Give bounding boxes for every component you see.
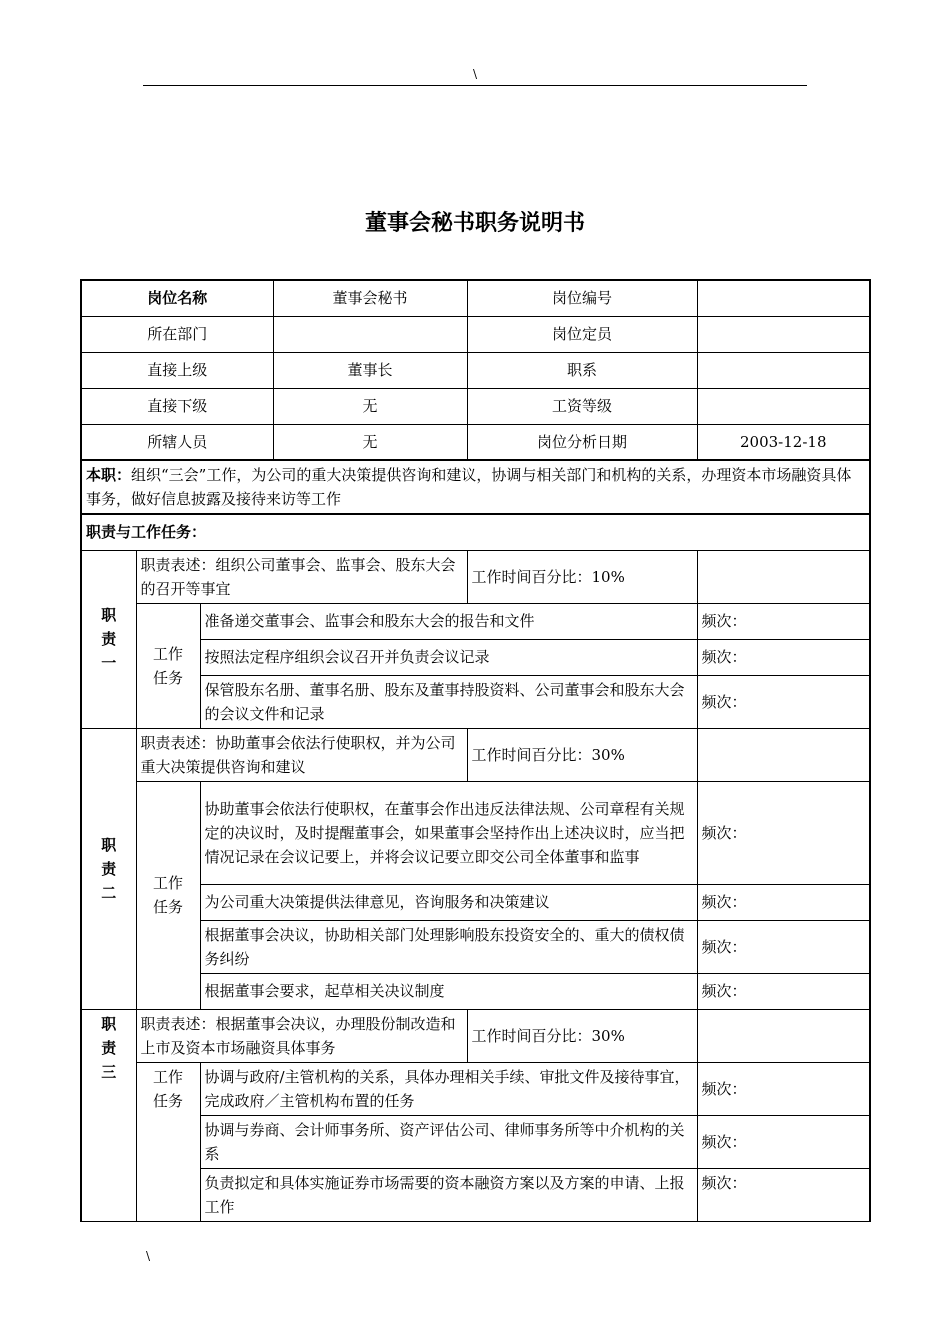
duty-label: 本职： [86, 466, 132, 484]
task-text: 协调与券商、会计师事务所、资产评估公司、律师事务所等中介机构的关系 [200, 1115, 697, 1168]
header-rule [143, 85, 807, 86]
info-value [697, 316, 870, 352]
info-row [81, 352, 870, 388]
task-row [81, 639, 870, 675]
task-frequency: 频次： [697, 781, 870, 884]
info-label: 直接上级 [81, 352, 273, 388]
task-label: 工作 任务 [136, 603, 200, 728]
task-row [81, 920, 870, 973]
info-label: 直接下级 [81, 388, 273, 424]
task-frequency: 频次： [697, 1115, 870, 1168]
document-title: 董事会秘书职务说明书 [364, 211, 585, 236]
info-value [697, 352, 870, 388]
task-text: 准备递交董事会、监事会和股东大会的报告和文件 [200, 603, 697, 639]
info-value: 董事会秘书 [273, 280, 467, 316]
time-percentage: 工作时间百分比：10% [467, 550, 697, 603]
info-row [81, 280, 870, 316]
task-text: 根据董事会决议，协助相关部门处理影响股东投资安全的、重大的债权债务纠纷 [200, 920, 697, 973]
time-percentage: 工作时间百分比：30% [467, 1009, 697, 1062]
duty-row [81, 460, 870, 514]
tasks-header: 职责与工作任务： [81, 514, 870, 550]
info-value [273, 316, 467, 352]
task-row [81, 1168, 870, 1221]
task-row [81, 1115, 870, 1168]
task-frequency: 频次： [697, 973, 870, 1009]
responsibility-statement-row [81, 550, 870, 603]
info-label: 所在部门 [81, 316, 273, 352]
info-row [81, 424, 870, 460]
task-frequency: 频次： [697, 884, 870, 920]
footer-mark: \ [146, 1249, 151, 1263]
duty-summary [81, 460, 870, 514]
responsibility-statement-row [81, 728, 870, 781]
responsibility-statement-row [81, 1009, 870, 1062]
task-text: 协调与政府/主管机构的关系，具体办理相关手续、审批文件及接待事宜，完成政府／主管机构布置的任务 [200, 1062, 697, 1115]
info-value [697, 280, 870, 316]
task-frequency: 频次： [697, 1062, 870, 1115]
task-frequency: 频次： [697, 603, 870, 639]
responsibility-statement: 职责表述：协助董事会依法行使职权，并为公司重大决策提供咨询和建议 [136, 728, 467, 781]
task-text: 按照法定程序组织会议召开并负责会议记录 [200, 639, 697, 675]
info-label: 所辖人员 [81, 424, 273, 460]
responsibility-label: 职 责 二 [81, 728, 136, 1009]
task-text: 负责拟定和具体实施证券市场需要的资本融资方案以及方案的申请、上报工作 [200, 1168, 697, 1221]
task-row [81, 603, 870, 639]
task-text: 为公司重大决策提供法律意见，咨询服务和决策建议 [200, 884, 697, 920]
info-label: 职系 [467, 352, 697, 388]
task-row [81, 781, 870, 884]
task-row [81, 1062, 870, 1115]
header-mark: \ [473, 67, 478, 81]
job-description-table [80, 279, 871, 1222]
time-percentage: 工作时间百分比：30% [467, 728, 697, 781]
info-label: 岗位定员 [467, 316, 697, 352]
task-row [81, 884, 870, 920]
task-row [81, 973, 870, 1009]
task-frequency: 频次： [697, 920, 870, 973]
info-label: 岗位名称 [81, 280, 273, 316]
tasks-header-row [81, 514, 870, 550]
task-frequency: 频次： [697, 639, 870, 675]
info-value: 董事长 [273, 352, 467, 388]
task-row [81, 675, 870, 728]
info-value [697, 388, 870, 424]
responsibility-statement: 职责表述：组织公司董事会、监事会、股东大会的召开等事宜 [136, 550, 467, 603]
info-value: 无 [273, 424, 467, 460]
task-frequency: 频次： [697, 675, 870, 728]
task-text: 根据董事会要求，起草相关决议制度 [200, 973, 697, 1009]
responsibility-label: 职 责 三 [81, 1009, 136, 1221]
task-frequency: 频次： [697, 1168, 870, 1221]
info-label: 岗位编号 [467, 280, 697, 316]
info-value: 无 [273, 388, 467, 424]
duty-text: 组织“三会”工作，为公司的重大决策提供咨询和建议，协调与相关部门和机构的关系，办理资本市场融资具体事务，做好信息披露及接待来访等工作 [86, 466, 852, 508]
info-label: 岗位分析日期 [467, 424, 697, 460]
responsibility-label: 职 责 一 [81, 550, 136, 728]
info-row [81, 388, 870, 424]
task-label: 工作 任务 [136, 1062, 200, 1221]
info-label: 工资等级 [467, 388, 697, 424]
task-text: 保管股东名册、董事名册、股东及董事持股资料、公司董事会和股东大会的会议文件和记录 [200, 675, 697, 728]
info-row [81, 316, 870, 352]
responsibility-statement: 职责表述：根据董事会决议，办理股份制改造和上市及资本市场融资具体事务 [136, 1009, 467, 1062]
task-text: 协助董事会依法行使职权，在董事会作出违反法律法规、公司章程有关规定的决议时，及时提醒董事会，如果董事会坚持作出上述决议时，应当把情况记录在会议记要上，并将会议记要立即交公司全体董事和监事 [200, 781, 697, 884]
task-label: 工作 任务 [136, 781, 200, 1009]
info-value: 2003-12-18 [697, 424, 870, 460]
